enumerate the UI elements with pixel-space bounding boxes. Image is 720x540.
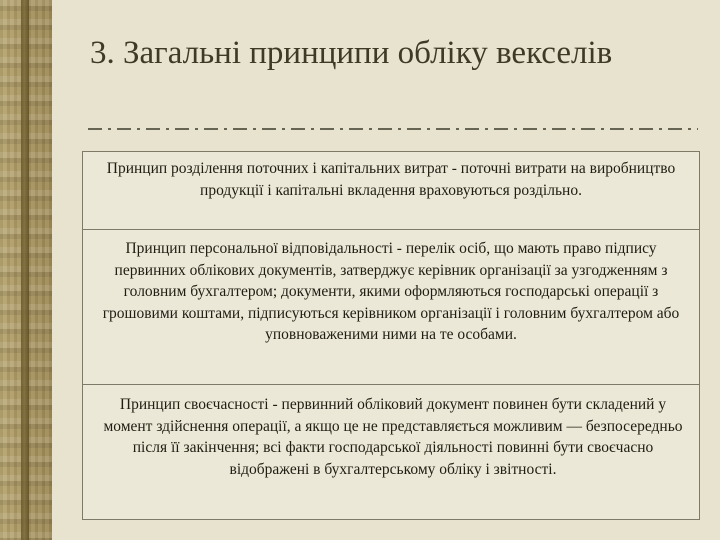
decorative-side-stripe bbox=[0, 0, 52, 540]
dash-dot-divider bbox=[88, 123, 698, 135]
principle-box-timeliness: Принцип своєчасності - первинний обліковий документ повинен бути складений у момент здійснення операції, а якщо це не представляється можливим — безпосередньо після її закінчення; всі факти господарської діяльності повинні бути своєчасно відображені в бухгалтерському обліку і звітності. bbox=[82, 384, 700, 520]
principle-box-responsibility: Принцип персональної відповідальності - перелік осіб, що мають право підпису первинних облікових документів, затверджує керівник організації за узгодженням з головним бухгалтером; документи, якими оформляються господарські операції з грошовими коштами, підписуються керівником організації і головним бухгалтером або уповноваженими ними на те особами. bbox=[82, 229, 700, 385]
principle-box-separation: Принцип розділення поточних і капітальних витрат - поточні витрати на виробництво продукції і капітальні вкладення враховуються роздільно. bbox=[82, 151, 700, 230]
slide-title: 3. Загальні принципи обліку векселів bbox=[90, 35, 613, 71]
stripe-center-line bbox=[21, 0, 29, 540]
